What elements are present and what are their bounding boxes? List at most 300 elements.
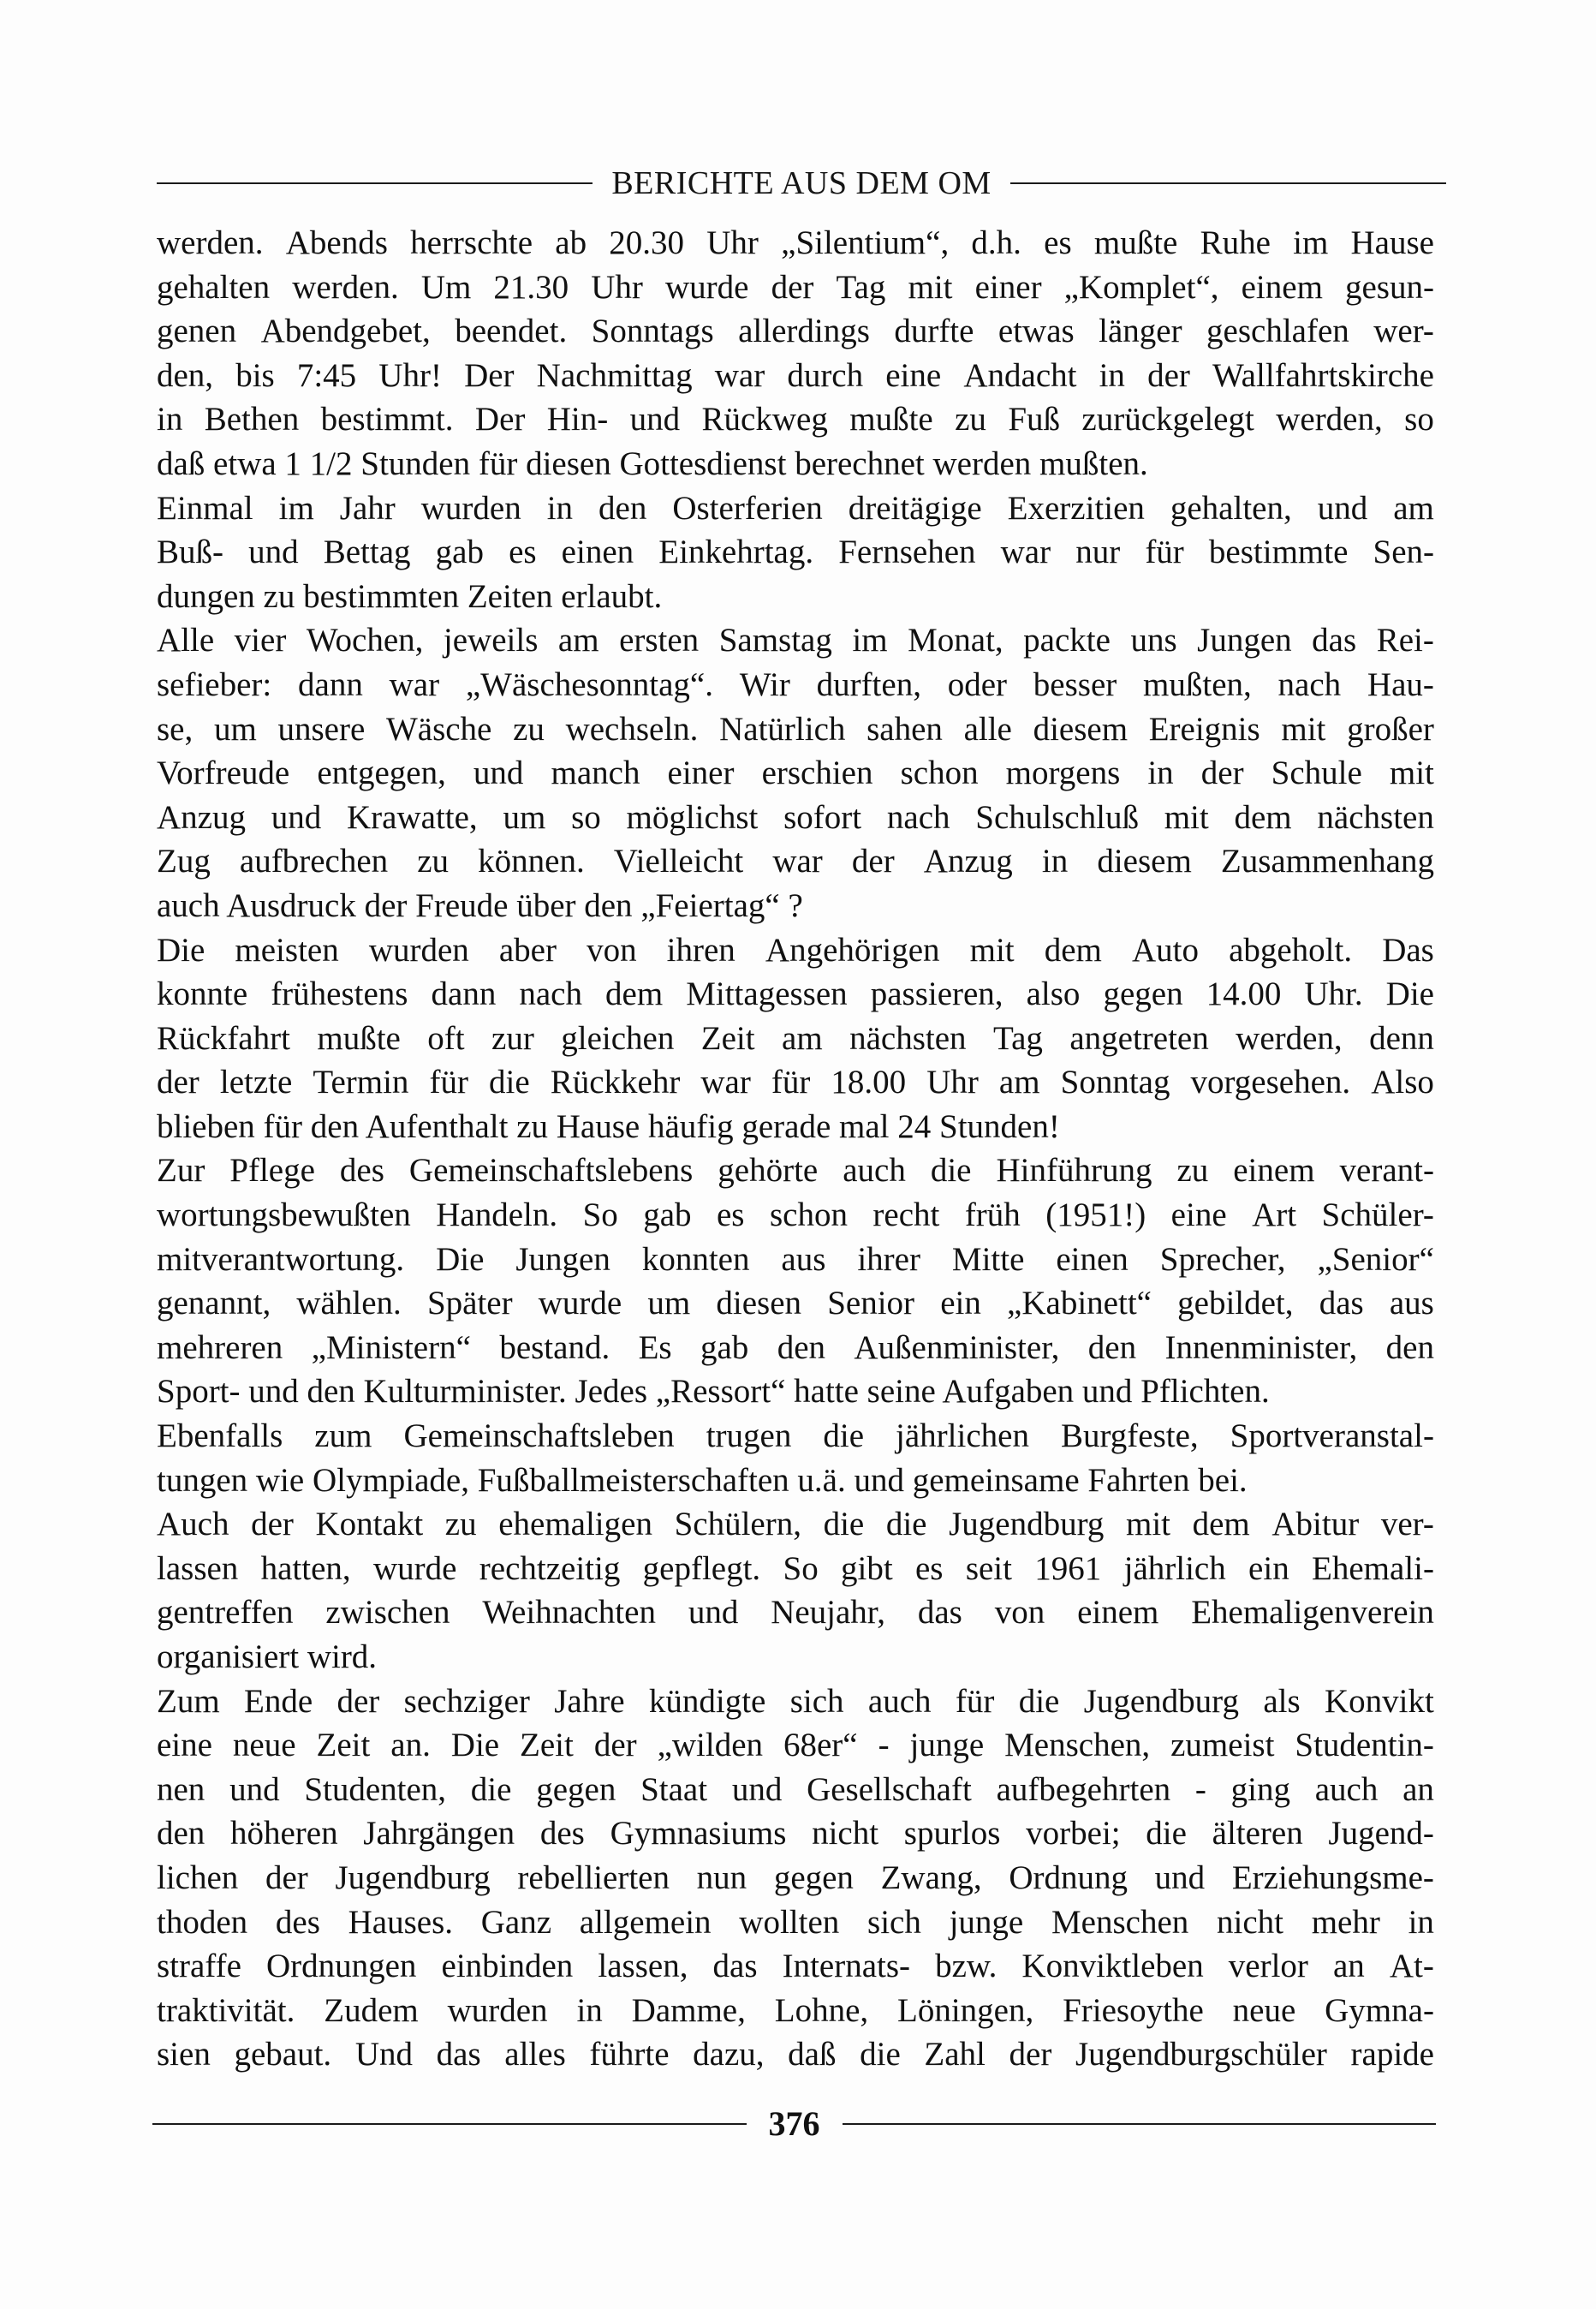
word: beendet. (455, 313, 568, 350)
word: dazu, (693, 2036, 765, 2073)
word: um (647, 1285, 691, 1322)
word: gepflegt. (642, 1549, 761, 1587)
word: hatten, (260, 1549, 351, 1587)
word: dann (298, 665, 363, 703)
word: das (712, 1948, 758, 1985)
word: zwischen (325, 1594, 450, 1632)
word: Gymnasiums (610, 1815, 787, 1853)
word: Staat (640, 1770, 708, 1808)
word: bzw. (935, 1948, 998, 1985)
word: thoden (157, 1903, 248, 1941)
word: der (771, 268, 814, 306)
word: mit (1164, 798, 1209, 836)
word: nächsten (1317, 798, 1434, 836)
word: Der (464, 356, 515, 394)
word: Zeit (700, 1019, 755, 1057)
word: „Komplet“, (1063, 268, 1219, 306)
word: „Senior“ (1317, 1240, 1434, 1278)
word: mit (1125, 1506, 1170, 1543)
word: mitverantwortung. (157, 1240, 405, 1278)
word: Auch (157, 1506, 229, 1543)
word: Jugendburgschüler (1075, 2036, 1327, 2073)
word: dem (1044, 931, 1102, 969)
word: gegen (536, 1770, 616, 1808)
word: straffe (157, 1948, 241, 1985)
text-line (157, 1547, 1434, 1591)
text-line (157, 1193, 1434, 1238)
word: diesem (1097, 843, 1192, 880)
word: schon (769, 1196, 848, 1234)
word: einem (1077, 1594, 1159, 1632)
word: den (157, 1815, 205, 1853)
text-line (157, 486, 1434, 531)
word: dem (1234, 798, 1292, 836)
word: lassen, (598, 1948, 688, 1985)
word: zu (1176, 1152, 1209, 1190)
word: nach (886, 798, 950, 836)
word: es (509, 534, 537, 571)
word: angetreten (1069, 1019, 1209, 1057)
word: Vorfreude (157, 755, 290, 792)
word: als (1263, 1682, 1301, 1720)
word: - (878, 1727, 890, 1764)
word: vorgesehen. (1190, 1064, 1351, 1101)
word: auch (1314, 1770, 1379, 1808)
word: Abends (285, 224, 388, 261)
word: „wilden (657, 1727, 764, 1764)
word: gibt (841, 1549, 893, 1587)
word: war (772, 843, 823, 880)
word: packte (1023, 622, 1111, 659)
word: Hauses. (348, 1903, 454, 1941)
word: Krawatte, (347, 798, 478, 836)
word: Jungen (1197, 622, 1292, 659)
word: wurden (447, 1991, 548, 2029)
word: sien (157, 2036, 211, 2073)
word: Burgfeste, (1060, 1417, 1199, 1455)
word: Bettag (323, 534, 411, 571)
word: den (777, 1328, 825, 1366)
footer-rule-right (843, 2123, 1437, 2125)
word: oft (427, 1019, 465, 1057)
word: es (915, 1549, 944, 1587)
word: diesen (716, 1285, 802, 1322)
word: Wir (739, 665, 790, 703)
word: um (503, 798, 546, 836)
word: einen (1056, 1240, 1129, 1278)
word: an. (390, 1727, 431, 1764)
word: Schüler- (1321, 1196, 1434, 1234)
word: Pflege (229, 1152, 315, 1190)
word: Sonntag (1060, 1064, 1170, 1101)
word: se, (157, 710, 194, 748)
word: sahen (866, 710, 943, 748)
word: Abitur (1271, 1506, 1360, 1543)
word: Ordnungen (265, 1948, 417, 1985)
word: zumeist (1170, 1727, 1275, 1764)
word: das (1319, 1285, 1364, 1322)
word: Handeln. (436, 1196, 558, 1234)
word: 14.00 (1206, 976, 1282, 1013)
word: gegen (773, 1859, 854, 1896)
word: dem (1192, 1506, 1250, 1543)
word: recht (872, 1196, 940, 1234)
word: seit (965, 1549, 1012, 1587)
word: es (1044, 224, 1072, 261)
word: Zug (157, 843, 211, 880)
word: Alle (157, 622, 215, 659)
word: Auto (1131, 931, 1199, 969)
word: „Silentium“, (781, 224, 950, 261)
word: Uhr (926, 1064, 979, 1101)
word: Samstag (718, 622, 832, 659)
word: Jahre (554, 1682, 625, 1720)
word: in (546, 489, 574, 527)
word: So (582, 1196, 618, 1234)
word: Jahr (339, 489, 396, 527)
word: wollten (739, 1903, 840, 1941)
word: eine (885, 356, 942, 394)
word: von (994, 1594, 1045, 1632)
word: einer (667, 755, 735, 792)
text-line (157, 530, 1434, 575)
word: die (823, 1506, 865, 1543)
word: kündigte (648, 1682, 766, 1720)
word: jeweils (443, 622, 539, 659)
word: einer (974, 268, 1042, 306)
word: Zwang, (880, 1859, 982, 1896)
word: Schülern, (674, 1506, 801, 1543)
word: Vielleicht (613, 843, 744, 880)
word: und (473, 755, 524, 792)
word: im (278, 489, 314, 527)
word: nächsten (849, 1019, 967, 1057)
text-line (157, 1060, 1434, 1105)
running-head (157, 163, 1446, 204)
word: (1951!) (1045, 1196, 1146, 1234)
word: der (157, 1064, 200, 1101)
word: Schulschluß (975, 798, 1139, 836)
word: „Wäschesonntag“. (465, 665, 713, 703)
word: die (860, 2036, 901, 2073)
text-line (157, 1723, 1434, 1768)
word: aus (781, 1240, 826, 1278)
word: Außenminister, (854, 1328, 1060, 1366)
word: erschien (761, 755, 873, 792)
word: dann (431, 976, 497, 1013)
word: und (1154, 1859, 1206, 1896)
word: vorbei; (1026, 1815, 1121, 1853)
text-line (157, 839, 1434, 884)
word: durfte (894, 313, 974, 350)
word: 1961 (1034, 1549, 1102, 1587)
word: Die (157, 931, 205, 969)
word: aus (1389, 1285, 1434, 1322)
word: zu (955, 401, 986, 439)
word: rapide (1350, 2036, 1434, 2073)
word: sich (867, 1903, 921, 1941)
word: letzte (219, 1064, 293, 1101)
text-line (157, 1811, 1434, 1856)
word: mehreren (157, 1328, 283, 1366)
word: gehörte (718, 1152, 819, 1190)
word: war (700, 1064, 751, 1101)
word: Uhr. (1304, 976, 1363, 1013)
word: das (1312, 622, 1357, 659)
word: Uhr (706, 224, 759, 261)
word: Andacht (963, 356, 1077, 394)
word: lichen (157, 1859, 239, 1896)
word: werden. (292, 268, 399, 306)
word: Gymna- (1325, 1991, 1434, 2029)
word: gentreffen (157, 1594, 294, 1632)
word: ehemaligen (498, 1506, 652, 1543)
word: Gemeinschaftsleben (403, 1417, 675, 1455)
word: am (782, 1019, 823, 1057)
word: Neujahr, (771, 1594, 885, 1632)
word: nicht (1217, 1903, 1283, 1941)
word: konnte (157, 976, 248, 1013)
word: so (571, 798, 601, 836)
word: genen (157, 313, 237, 350)
word: Mitte (951, 1240, 1025, 1278)
word: allerdings (738, 313, 870, 350)
word: in (576, 1991, 603, 2029)
word: Zudem (324, 1991, 419, 2029)
word: genannt, (157, 1285, 271, 1322)
word: und (629, 401, 681, 439)
text-line (157, 1989, 1434, 2033)
word: die (1146, 1815, 1187, 1853)
word: gebildet, (1177, 1285, 1294, 1322)
page-number: 376 (768, 2104, 820, 2143)
word: aber (498, 931, 557, 969)
word: der (336, 1682, 380, 1720)
word: dreitägige (848, 489, 982, 527)
text-line (157, 1017, 1434, 1061)
word: durch (787, 356, 864, 394)
word: einem (1233, 1152, 1315, 1190)
word: den (1385, 1328, 1434, 1366)
word: am (998, 1064, 1040, 1101)
word: vier (234, 622, 287, 659)
word: Zahl (924, 2036, 986, 2073)
text-line (157, 796, 1434, 840)
text-line (157, 309, 1434, 354)
word: Studenten, (304, 1770, 447, 1808)
word: Jungen (515, 1240, 610, 1278)
word: Menschen, (1004, 1727, 1151, 1764)
word: Angehörigen (765, 931, 940, 969)
word: im (852, 622, 888, 659)
paragraph-final-line: dungen zu bestimmten Zeiten erlaubt. (157, 577, 663, 615)
word: Sprecher, (1159, 1240, 1286, 1278)
word: zu (513, 710, 545, 748)
word: Wochen, (306, 622, 424, 659)
word: wählen. (296, 1285, 402, 1322)
word: Bethen (204, 401, 300, 439)
word: gab (643, 1196, 692, 1234)
word: die (489, 1064, 530, 1101)
word: Die (436, 1240, 485, 1278)
word: allgemein (579, 1903, 712, 1941)
word: Ebenfalls (157, 1417, 283, 1455)
word: den (1087, 1328, 1137, 1366)
word: in (1408, 1903, 1434, 1941)
word: nen (157, 1770, 205, 1808)
text-line (157, 1900, 1434, 1945)
word: - (1194, 1770, 1206, 1808)
word: schon (900, 755, 979, 792)
word: rechtzeitig (479, 1549, 621, 1587)
word: Wäsche (385, 710, 492, 748)
word: Schule (1271, 755, 1362, 792)
word: nach (519, 976, 582, 1013)
word: mit (1281, 710, 1326, 748)
word: eine (1170, 1196, 1227, 1234)
word: der (251, 1506, 294, 1543)
word: Uhr! (378, 356, 442, 394)
word: zum (314, 1417, 372, 1455)
word: Exerzitien (1007, 489, 1145, 527)
word: und (731, 1770, 783, 1808)
word: Die (450, 1727, 500, 1764)
word: Fuß (1008, 401, 1061, 439)
footer-rule-left (152, 2123, 747, 2125)
word: den, (157, 356, 214, 394)
word: wortungsbewußten (157, 1196, 411, 1234)
word: wurde (372, 1549, 457, 1587)
text-line (157, 221, 1434, 266)
word: die (823, 1417, 865, 1455)
word: länger (1099, 313, 1182, 350)
word: Anzug (923, 843, 1013, 880)
word: ein (940, 1285, 981, 1322)
word: Natürlich (719, 710, 846, 748)
word: mit (908, 268, 953, 306)
word: dem (605, 976, 664, 1013)
word: Art (1252, 1196, 1297, 1234)
word: Studentin- (1295, 1727, 1434, 1764)
word: das (917, 1594, 962, 1632)
word: Erziehungsme- (1231, 1859, 1434, 1896)
word: an (1332, 1948, 1365, 1985)
word: eine (157, 1727, 212, 1764)
paragraph-final-line: tungen wie Olympiade, Fußballmeisterschaften u.ä. und gemeinsame Fahrten bei. (157, 1461, 1248, 1499)
word: neue (1232, 1991, 1296, 2029)
word: des (275, 1903, 320, 1941)
word: neue (232, 1727, 296, 1764)
word: junge (909, 1727, 985, 1764)
word: Gemeinschaftslebens (408, 1152, 694, 1190)
word: nicht (812, 1815, 879, 1853)
word: Konvikt (1324, 1682, 1434, 1720)
word: es (717, 1196, 745, 1234)
word: Der (474, 401, 526, 439)
word: am (557, 622, 599, 659)
word: nur (1075, 534, 1121, 571)
word: ver- (1380, 1506, 1434, 1543)
word: alle (963, 710, 1012, 748)
word: „Kabinett“ (1007, 1285, 1152, 1322)
word: Jugendburg (1083, 1682, 1239, 1720)
word: höheren (230, 1815, 338, 1853)
text-line (157, 1238, 1434, 1282)
word: werden, (1276, 401, 1383, 439)
word: bestand. (499, 1328, 610, 1366)
word: herrschte (410, 224, 533, 261)
word: diesem (1033, 710, 1129, 748)
word: auch (867, 1682, 932, 1720)
text-line (157, 618, 1434, 663)
word: der (1147, 356, 1190, 394)
word: Um (420, 268, 472, 306)
word: sefieber: (157, 665, 272, 703)
word: Die (1385, 976, 1434, 1013)
word: der (265, 1859, 308, 1896)
word: denn (1369, 1019, 1434, 1057)
word: Wallfahrtskirche (1212, 356, 1434, 394)
word: Rückfahrt (157, 1019, 290, 1057)
word: Ehemaligenverein (1191, 1594, 1434, 1632)
text-line (157, 972, 1434, 1017)
word: bis (235, 356, 275, 394)
paragraph-final-line: daß etwa 1 1/2 Stunden für diesen Gottesdienst berechnet werden mußten. (157, 444, 1148, 482)
word: Osterferien (672, 489, 823, 527)
word: Und (354, 2036, 413, 2073)
word: die (930, 1152, 972, 1190)
word: mußte (1093, 224, 1178, 261)
word: Ende (244, 1682, 313, 1720)
word: ihren (666, 931, 735, 969)
word: werden. (157, 224, 264, 261)
word: Anzug (157, 798, 246, 836)
body-text (157, 221, 1434, 2077)
word: mit (1389, 755, 1434, 792)
word: Friesoythe (1063, 1991, 1204, 2029)
word: abgeholt. (1229, 931, 1353, 969)
word: mehr (1311, 1903, 1380, 1941)
word: Also (1371, 1064, 1434, 1101)
word: Abendgebet, (260, 313, 431, 350)
word: konnten (641, 1240, 750, 1278)
word: in (157, 401, 183, 439)
text-line (157, 266, 1434, 310)
word: einem (1241, 268, 1323, 306)
word: junge (949, 1903, 1024, 1941)
text-line (157, 1590, 1434, 1635)
word: für (771, 1064, 811, 1101)
word: bestimmte (1208, 534, 1349, 571)
word: verlor (1228, 1948, 1308, 1985)
text-line (157, 1414, 1434, 1459)
word: uns (1130, 622, 1177, 659)
word: in (1041, 843, 1069, 880)
word: Einkehrtag. (658, 534, 814, 571)
word: 18.00 (831, 1064, 907, 1101)
word: der (593, 1727, 637, 1764)
text-line (157, 354, 1434, 398)
word: wurde (665, 268, 749, 306)
word: Ereignis (1148, 710, 1260, 748)
word: gleichen (561, 1019, 675, 1057)
word: in (1099, 356, 1125, 394)
word: Ordnung (1009, 1859, 1128, 1896)
word: für (429, 1064, 468, 1101)
word: nach (1277, 665, 1342, 703)
running-head-title: BERICHTE AUS DEM OM (611, 165, 992, 201)
word: Tag (992, 1019, 1043, 1057)
